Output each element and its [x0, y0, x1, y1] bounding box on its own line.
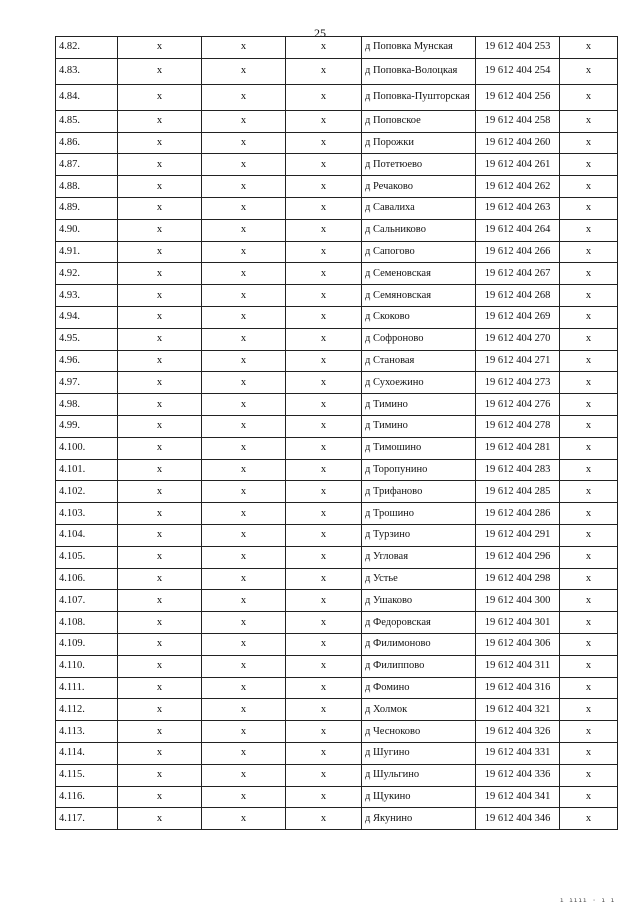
placeholder-cell: х	[118, 459, 202, 481]
placeholder-cell: х	[560, 721, 618, 743]
oktmo-code-cell: 19 612 404 263	[476, 197, 560, 219]
settlement-name-cell: д Семяновская	[362, 285, 476, 307]
oktmo-code-cell: 19 612 404 269	[476, 306, 560, 328]
placeholder-cell: х	[202, 590, 286, 612]
placeholder-cell: х	[286, 633, 362, 655]
placeholder-cell: х	[560, 58, 618, 84]
placeholder-cell: х	[118, 328, 202, 350]
placeholder-cell: х	[286, 415, 362, 437]
placeholder-cell: х	[202, 241, 286, 263]
oktmo-code-cell: 19 612 404 267	[476, 263, 560, 285]
settlement-name-cell: д Турзино	[362, 524, 476, 546]
table-row	[56, 154, 618, 176]
placeholder-cell: х	[560, 459, 618, 481]
placeholder-cell: х	[286, 263, 362, 285]
row-number-cell: 4.108.	[56, 612, 118, 634]
oktmo-code-cell: 19 612 404 301	[476, 612, 560, 634]
settlement-name-cell: д Поповка Мунская	[362, 37, 476, 59]
row-number-cell: 4.100.	[56, 437, 118, 459]
settlement-name-cell: д Ушаково	[362, 590, 476, 612]
placeholder-cell: х	[118, 655, 202, 677]
table-row	[56, 110, 618, 132]
oktmo-code-cell: 19 612 404 283	[476, 459, 560, 481]
placeholder-cell: х	[118, 58, 202, 84]
placeholder-cell: х	[286, 372, 362, 394]
table-row	[56, 350, 618, 372]
table-row	[56, 568, 618, 590]
oktmo-code-cell: 19 612 404 316	[476, 677, 560, 699]
placeholder-cell: х	[118, 546, 202, 568]
placeholder-cell: х	[560, 808, 618, 830]
row-number-cell: 4.85.	[56, 110, 118, 132]
oktmo-code-cell: 19 612 404 346	[476, 808, 560, 830]
table-row	[56, 721, 618, 743]
placeholder-cell: х	[202, 328, 286, 350]
row-number-cell: 4.82.	[56, 37, 118, 59]
placeholder-cell: х	[202, 808, 286, 830]
settlement-name-cell: д Сапогово	[362, 241, 476, 263]
table-row	[56, 481, 618, 503]
table-row	[56, 372, 618, 394]
placeholder-cell: х	[286, 568, 362, 590]
settlement-name-cell: д Поповское	[362, 110, 476, 132]
settlement-name-cell: д Софроново	[362, 328, 476, 350]
placeholder-cell: х	[560, 197, 618, 219]
placeholder-cell: х	[118, 503, 202, 525]
placeholder-cell: х	[286, 241, 362, 263]
placeholder-cell: х	[202, 219, 286, 241]
placeholder-cell: х	[202, 372, 286, 394]
placeholder-cell: х	[560, 241, 618, 263]
placeholder-cell: х	[286, 437, 362, 459]
row-number-cell: 4.96.	[56, 350, 118, 372]
oktmo-code-cell: 19 612 404 264	[476, 219, 560, 241]
table-row	[56, 132, 618, 154]
placeholder-cell: х	[560, 786, 618, 808]
placeholder-cell: х	[286, 110, 362, 132]
table-row	[56, 58, 618, 84]
table-row	[56, 590, 618, 612]
oktmo-code-cell: 19 612 404 321	[476, 699, 560, 721]
row-number-cell: 4.99.	[56, 415, 118, 437]
placeholder-cell: х	[118, 633, 202, 655]
placeholder-cell: х	[286, 219, 362, 241]
placeholder-cell: х	[560, 84, 618, 110]
table-row	[56, 37, 618, 59]
table-row	[56, 612, 618, 634]
placeholder-cell: х	[560, 677, 618, 699]
table-row	[56, 437, 618, 459]
settlement-name-cell: д Тимино	[362, 415, 476, 437]
table-row	[56, 197, 618, 219]
placeholder-cell: х	[118, 721, 202, 743]
row-number-cell: 4.109.	[56, 633, 118, 655]
placeholder-cell: х	[202, 154, 286, 176]
placeholder-cell: х	[118, 568, 202, 590]
placeholder-cell: х	[286, 306, 362, 328]
row-number-cell: 4.94.	[56, 306, 118, 328]
oktmo-code-cell: 19 612 404 311	[476, 655, 560, 677]
placeholder-cell: х	[202, 677, 286, 699]
placeholder-cell: х	[286, 394, 362, 416]
placeholder-cell: х	[118, 176, 202, 198]
placeholder-cell: х	[202, 197, 286, 219]
row-number-cell: 4.89.	[56, 197, 118, 219]
placeholder-cell: х	[202, 306, 286, 328]
placeholder-cell: х	[286, 786, 362, 808]
placeholder-cell: х	[286, 677, 362, 699]
placeholder-cell: х	[286, 176, 362, 198]
settlement-name-cell: д Сухоежино	[362, 372, 476, 394]
row-number-cell: 4.93.	[56, 285, 118, 307]
table-row	[56, 764, 618, 786]
oktmo-code-cell: 19 612 404 256	[476, 84, 560, 110]
settlement-name-cell: д Чесноково	[362, 721, 476, 743]
settlement-name-cell: д Филиппово	[362, 655, 476, 677]
placeholder-cell: х	[202, 285, 286, 307]
row-number-cell: 4.87.	[56, 154, 118, 176]
placeholder-cell: х	[118, 437, 202, 459]
placeholder-cell: х	[286, 808, 362, 830]
placeholder-cell: х	[286, 197, 362, 219]
placeholder-cell: х	[560, 568, 618, 590]
table-row	[56, 459, 618, 481]
placeholder-cell: х	[286, 132, 362, 154]
page-number: 25	[314, 26, 326, 40]
placeholder-cell: х	[202, 612, 286, 634]
placeholder-cell: х	[202, 742, 286, 764]
table-row	[56, 633, 618, 655]
placeholder-cell: х	[118, 263, 202, 285]
oktmo-code-cell: 19 612 404 261	[476, 154, 560, 176]
placeholder-cell: х	[118, 742, 202, 764]
placeholder-cell: х	[286, 459, 362, 481]
oktmo-code-cell: 19 612 404 276	[476, 394, 560, 416]
placeholder-cell: х	[118, 808, 202, 830]
oktmo-code-cell: 19 612 404 258	[476, 110, 560, 132]
placeholder-cell: х	[286, 37, 362, 59]
table-row	[56, 263, 618, 285]
oktmo-code-cell: 19 612 404 281	[476, 437, 560, 459]
placeholder-cell: х	[202, 132, 286, 154]
placeholder-cell: х	[560, 263, 618, 285]
table-row	[56, 84, 618, 110]
row-number-cell: 4.91.	[56, 241, 118, 263]
table-row	[56, 699, 618, 721]
oktmo-code-cell: 19 612 404 285	[476, 481, 560, 503]
placeholder-cell: х	[286, 699, 362, 721]
settlement-name-cell: д Тимошино	[362, 437, 476, 459]
row-number-cell: 4.113.	[56, 721, 118, 743]
row-number-cell: 4.88.	[56, 176, 118, 198]
settlement-name-cell: д Становая	[362, 350, 476, 372]
table-row	[56, 786, 618, 808]
oktmo-code-cell: 19 612 404 300	[476, 590, 560, 612]
row-number-cell: 4.98.	[56, 394, 118, 416]
settlement-name-cell: д Поповка-Пушторская	[362, 84, 476, 110]
settlement-name-cell: д Филимоново	[362, 633, 476, 655]
oktmo-code-cell: 19 612 404 291	[476, 524, 560, 546]
placeholder-cell: х	[560, 524, 618, 546]
oktmo-code-cell: 19 612 404 331	[476, 742, 560, 764]
table-row	[56, 546, 618, 568]
placeholder-cell: х	[560, 176, 618, 198]
settlement-name-cell: д Савалиха	[362, 197, 476, 219]
placeholder-cell: х	[560, 132, 618, 154]
settlement-name-cell: д Устье	[362, 568, 476, 590]
table-row	[56, 503, 618, 525]
placeholder-cell: х	[560, 285, 618, 307]
table-row	[56, 306, 618, 328]
table-row	[56, 176, 618, 198]
placeholder-cell: х	[118, 350, 202, 372]
placeholder-cell: х	[286, 481, 362, 503]
table-row	[56, 328, 618, 350]
settlement-name-cell: д Шугино	[362, 742, 476, 764]
table-row	[56, 394, 618, 416]
row-number-cell: 4.101.	[56, 459, 118, 481]
placeholder-cell: х	[118, 197, 202, 219]
placeholder-cell: х	[202, 655, 286, 677]
placeholder-cell: х	[560, 219, 618, 241]
oktmo-code-cell: 19 612 404 266	[476, 241, 560, 263]
placeholder-cell: х	[560, 764, 618, 786]
row-number-cell: 4.103.	[56, 503, 118, 525]
settlement-name-cell: д Щукино	[362, 786, 476, 808]
placeholder-cell: х	[286, 721, 362, 743]
oktmo-code-cell: 19 612 404 268	[476, 285, 560, 307]
placeholder-cell: х	[202, 350, 286, 372]
placeholder-cell: х	[560, 437, 618, 459]
settlement-name-cell: д Скоково	[362, 306, 476, 328]
row-number-cell: 4.117.	[56, 808, 118, 830]
row-number-cell: 4.102.	[56, 481, 118, 503]
placeholder-cell: х	[202, 503, 286, 525]
placeholder-cell: х	[286, 764, 362, 786]
row-number-cell: 4.86.	[56, 132, 118, 154]
table-body	[56, 37, 618, 830]
oktmo-code-cell: 19 612 404 260	[476, 132, 560, 154]
settlement-name-cell: д Фомино	[362, 677, 476, 699]
row-number-cell: 4.115.	[56, 764, 118, 786]
placeholder-cell: х	[118, 84, 202, 110]
placeholder-cell: х	[560, 633, 618, 655]
placeholder-cell: х	[118, 524, 202, 546]
row-number-cell: 4.104.	[56, 524, 118, 546]
placeholder-cell: х	[118, 415, 202, 437]
placeholder-cell: х	[560, 110, 618, 132]
settlement-name-cell: д Якунино	[362, 808, 476, 830]
placeholder-cell: х	[560, 655, 618, 677]
table-row	[56, 219, 618, 241]
placeholder-cell: х	[286, 742, 362, 764]
placeholder-cell: х	[202, 546, 286, 568]
table-row	[56, 655, 618, 677]
placeholder-cell: х	[118, 241, 202, 263]
settlement-name-cell: д Шульгино	[362, 764, 476, 786]
settlement-name-cell: д Трифаново	[362, 481, 476, 503]
placeholder-cell: х	[118, 110, 202, 132]
placeholder-cell: х	[560, 546, 618, 568]
row-number-cell: 4.97.	[56, 372, 118, 394]
oktmo-code-cell: 19 612 404 270	[476, 328, 560, 350]
placeholder-cell: х	[202, 481, 286, 503]
placeholder-cell: х	[202, 37, 286, 59]
placeholder-cell: х	[286, 524, 362, 546]
placeholder-cell: х	[202, 84, 286, 110]
table-row	[56, 285, 618, 307]
placeholder-cell: х	[560, 372, 618, 394]
oktmo-code-cell: 19 612 404 278	[476, 415, 560, 437]
oktmo-code-cell: 19 612 404 273	[476, 372, 560, 394]
placeholder-cell: х	[560, 612, 618, 634]
placeholder-cell: х	[560, 350, 618, 372]
settlement-name-cell: д Федоровская	[362, 612, 476, 634]
row-number-cell: 4.116.	[56, 786, 118, 808]
placeholder-cell: х	[560, 699, 618, 721]
placeholder-cell: х	[286, 285, 362, 307]
placeholder-cell: х	[202, 176, 286, 198]
placeholder-cell: х	[286, 546, 362, 568]
settlement-name-cell: д Торопунино	[362, 459, 476, 481]
row-number-cell: 4.84.	[56, 84, 118, 110]
placeholder-cell: х	[118, 481, 202, 503]
placeholder-cell: х	[118, 699, 202, 721]
placeholder-cell: х	[286, 58, 362, 84]
placeholder-cell: х	[202, 437, 286, 459]
placeholder-cell: х	[118, 786, 202, 808]
settlement-name-cell: д Сальниково	[362, 219, 476, 241]
oktmo-code-cell: 19 612 404 341	[476, 786, 560, 808]
row-number-cell: 4.95.	[56, 328, 118, 350]
placeholder-cell: х	[560, 328, 618, 350]
table-row	[56, 415, 618, 437]
placeholder-cell: х	[286, 350, 362, 372]
row-number-cell: 4.110.	[56, 655, 118, 677]
placeholder-cell: х	[286, 612, 362, 634]
settlement-name-cell: д Тимино	[362, 394, 476, 416]
row-number-cell: 4.107.	[56, 590, 118, 612]
row-number-cell: 4.112.	[56, 699, 118, 721]
placeholder-cell: х	[118, 612, 202, 634]
placeholder-cell: х	[202, 524, 286, 546]
placeholder-cell: х	[560, 154, 618, 176]
placeholder-cell: х	[560, 481, 618, 503]
settlement-name-cell: д Трошино	[362, 503, 476, 525]
placeholder-cell: х	[202, 568, 286, 590]
oktmo-code-cell: 19 612 404 336	[476, 764, 560, 786]
placeholder-cell: х	[560, 394, 618, 416]
oktmo-code-cell: 19 612 404 253	[476, 37, 560, 59]
settlement-name-cell: д Холмок	[362, 699, 476, 721]
placeholder-cell: х	[202, 764, 286, 786]
settlement-name-cell: д Семеновская	[362, 263, 476, 285]
placeholder-cell: х	[560, 742, 618, 764]
row-number-cell: 4.111.	[56, 677, 118, 699]
settlement-name-cell: д Речаково	[362, 176, 476, 198]
placeholder-cell: х	[118, 394, 202, 416]
placeholder-cell: х	[560, 590, 618, 612]
row-number-cell: 4.114.	[56, 742, 118, 764]
table-row	[56, 677, 618, 699]
placeholder-cell: х	[560, 415, 618, 437]
placeholder-cell: х	[118, 154, 202, 176]
placeholder-cell: х	[202, 415, 286, 437]
placeholder-cell: х	[202, 786, 286, 808]
oktmo-code-cell: 19 612 404 286	[476, 503, 560, 525]
placeholder-cell: х	[286, 503, 362, 525]
placeholder-cell: х	[118, 132, 202, 154]
placeholder-cell: х	[118, 306, 202, 328]
placeholder-cell: х	[202, 633, 286, 655]
row-number-cell: 4.92.	[56, 263, 118, 285]
settlements-table	[55, 36, 618, 830]
oktmo-code-cell: 19 612 404 254	[476, 58, 560, 84]
row-number-cell: 4.83.	[56, 58, 118, 84]
table-row	[56, 742, 618, 764]
placeholder-cell: х	[118, 37, 202, 59]
placeholder-cell: х	[118, 590, 202, 612]
settlement-name-cell: д Угловая	[362, 546, 476, 568]
placeholder-cell: х	[118, 285, 202, 307]
oktmo-code-cell: 19 612 404 306	[476, 633, 560, 655]
table-row	[56, 241, 618, 263]
settlement-name-cell: д Порожки	[362, 132, 476, 154]
placeholder-cell: х	[118, 219, 202, 241]
settlement-name-cell: д Поповка-Волоцкая	[362, 58, 476, 84]
oktmo-code-cell: 19 612 404 326	[476, 721, 560, 743]
oktmo-code-cell: 19 612 404 296	[476, 546, 560, 568]
placeholder-cell: х	[286, 328, 362, 350]
row-number-cell: 4.105.	[56, 546, 118, 568]
table-row	[56, 808, 618, 830]
row-number-cell: 4.90.	[56, 219, 118, 241]
placeholder-cell: х	[560, 503, 618, 525]
oktmo-code-cell: 19 612 404 262	[476, 176, 560, 198]
placeholder-cell: х	[118, 372, 202, 394]
placeholder-cell: х	[560, 306, 618, 328]
placeholder-cell: х	[286, 84, 362, 110]
placeholder-cell: х	[286, 154, 362, 176]
placeholder-cell: х	[118, 764, 202, 786]
table-row	[56, 524, 618, 546]
oktmo-code-cell: 19 612 404 271	[476, 350, 560, 372]
settlement-name-cell: д Потетюево	[362, 154, 476, 176]
placeholder-cell: х	[560, 37, 618, 59]
placeholder-cell: х	[202, 110, 286, 132]
placeholder-cell: х	[286, 655, 362, 677]
oktmo-code-cell: 19 612 404 298	[476, 568, 560, 590]
placeholder-cell: х	[202, 699, 286, 721]
placeholder-cell: х	[202, 459, 286, 481]
scan-marks: ı ıııı · ı ı	[560, 897, 616, 904]
placeholder-cell: х	[286, 590, 362, 612]
placeholder-cell: х	[118, 677, 202, 699]
placeholder-cell: х	[202, 58, 286, 84]
placeholder-cell: х	[202, 394, 286, 416]
row-number-cell: 4.106.	[56, 568, 118, 590]
placeholder-cell: х	[202, 263, 286, 285]
placeholder-cell: х	[202, 721, 286, 743]
